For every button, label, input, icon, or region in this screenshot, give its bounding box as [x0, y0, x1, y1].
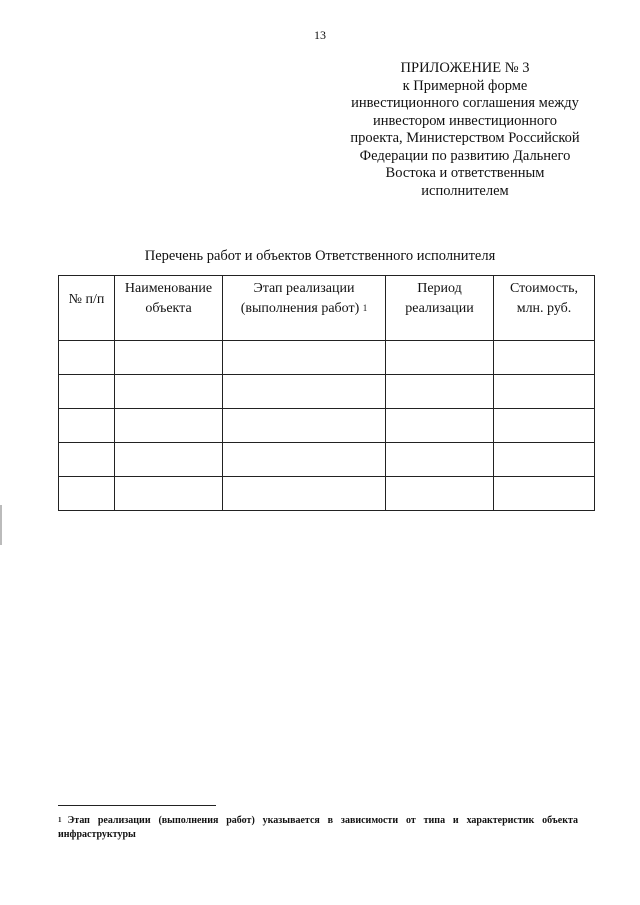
- table-cell: [494, 477, 595, 511]
- column-header-object-name: Наименование объекта: [115, 276, 223, 341]
- appendix-line: проекта, Министерством Российской: [350, 130, 580, 146]
- column-header-stage: Этап реализации (выполнения работ) $^1$: [223, 276, 386, 341]
- footnote-text: Этап реализации (выполнения работ) указывается в зависимости от типа и характеристик объекта инфраструктуры: [58, 815, 578, 840]
- table-cell: [223, 341, 386, 375]
- table-cell: [59, 477, 115, 511]
- table-cell: [115, 409, 223, 443]
- appendix-line: Федерации по развитию Дальнего: [359, 147, 571, 164]
- table-cell: [386, 409, 494, 443]
- table-row: [59, 443, 595, 477]
- column-header-cost: Стоимость, млн. руб.: [494, 276, 595, 341]
- table-cell: [386, 375, 494, 409]
- table-cell: [115, 375, 223, 409]
- appendix-line: к Примерной форме: [402, 77, 528, 94]
- page-number: 13: [314, 28, 326, 42]
- table-row: [59, 409, 595, 443]
- table-cell: [386, 477, 494, 511]
- works-table: [58, 275, 595, 511]
- appendix-line: инвестором инвестиционного: [373, 112, 557, 129]
- table-row: [59, 341, 595, 375]
- column-header-period: Период реализации: [386, 276, 494, 341]
- appendix-header: [330, 60, 600, 200]
- table-body: [59, 341, 595, 511]
- appendix-line: инвестиционного соглашения между: [351, 95, 579, 111]
- table-cell: [494, 341, 595, 375]
- table-cell: [59, 341, 115, 375]
- footnote-divider: [58, 805, 216, 806]
- table-cell: [59, 443, 115, 477]
- appendix-line: исполнителем: [421, 182, 509, 199]
- table-cell: [386, 341, 494, 375]
- table-cell: [59, 375, 115, 409]
- table-row: [59, 375, 595, 409]
- table-cell: [115, 443, 223, 477]
- footnote-mark: 1: [58, 816, 62, 824]
- table-cell: [494, 443, 595, 477]
- table-cell: [223, 409, 386, 443]
- table-cell: [386, 443, 494, 477]
- table-cell: [115, 341, 223, 375]
- scan-edge-mark: [0, 505, 2, 545]
- table-cell: [494, 409, 595, 443]
- table-row: [59, 477, 595, 511]
- appendix-line: Востока и ответственным: [385, 165, 545, 181]
- table-cell: [223, 443, 386, 477]
- table-title: Перечень работ и объектов Ответственного исполнителя: [144, 248, 496, 264]
- table-cell: [223, 477, 386, 511]
- table-cell: [115, 477, 223, 511]
- column-header-number: № п/п: [59, 276, 115, 341]
- table-cell: [223, 375, 386, 409]
- appendix-title: ПРИЛОЖЕНИЕ № 3: [400, 60, 530, 76]
- footnote-reference: 1: [362, 303, 368, 313]
- footnote: [58, 814, 578, 842]
- table-cell: [494, 375, 595, 409]
- table-cell: [59, 409, 115, 443]
- table-header-row: [59, 276, 595, 341]
